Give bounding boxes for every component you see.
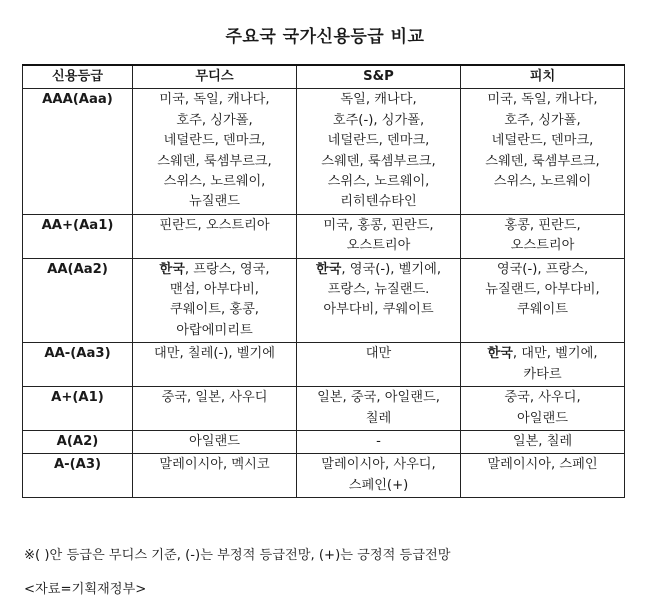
country-line: 한국, 영국(-), 벨기에,	[315, 261, 442, 277]
table-header-row	[23, 65, 625, 89]
country-line: 대만, 칠레(-), 벨기에	[154, 346, 275, 362]
sp-cell	[297, 343, 461, 387]
grade-cell: AA+(Aa1)	[23, 214, 133, 258]
credit-rating-table	[22, 64, 625, 498]
country-line: 아일랜드	[189, 433, 240, 449]
country-line: 말레이시아, 사우디,	[321, 457, 436, 473]
highlight-country: 한국	[487, 346, 513, 362]
country-line: 한국, 대만, 벨기에,	[487, 346, 598, 362]
footnote: ※( )안 등급은 무디스 기준, (-)는 부정적 등급전망, (+)는 긍정적 등급전망	[24, 548, 451, 563]
fitch-cell	[461, 454, 625, 498]
country-line: 일본, 중국, 아일랜드,	[317, 390, 440, 406]
moodys-cell	[133, 430, 297, 453]
country-line: 스페인(+)	[348, 477, 409, 493]
grade-cell: A-(A3)	[23, 454, 133, 498]
table-body	[23, 89, 625, 498]
highlight-country: 한국	[159, 261, 185, 277]
country-line: 스위스, 노르웨이,	[327, 174, 430, 190]
fitch-cell	[461, 343, 625, 387]
country-line: 아랍에미리트	[176, 322, 253, 338]
sp-cell	[297, 214, 461, 258]
country-line: 쿠웨이트, 홍콩,	[169, 302, 259, 318]
country-line: 아일랜드	[517, 410, 568, 426]
country-line: 일본, 칠레	[512, 433, 573, 449]
sp-cell	[297, 258, 461, 343]
country-line: 뉴질랜드	[189, 194, 240, 210]
country-line: 대만	[365, 346, 392, 362]
fitch-cell	[461, 258, 625, 343]
page-title: 주요국 국가신용등급 비교	[225, 27, 425, 47]
country-line: 미국, 홍콩, 핀란드,	[323, 217, 434, 233]
country-line: 프랑스, 뉴질랜드.	[327, 282, 430, 298]
moodys-cell	[133, 387, 297, 431]
country-line: 스위스, 노르웨이	[493, 174, 592, 190]
country-line: 오스트리아	[346, 238, 411, 254]
header-fitch: 피치	[461, 65, 625, 89]
moodys-cell	[133, 258, 297, 343]
country-line: 아부다비, 쿠웨이트	[323, 302, 434, 318]
country-line: 네덜란드, 덴마크,	[163, 133, 266, 149]
table-row	[23, 343, 625, 387]
country-line: 리히텐슈타인	[340, 194, 417, 210]
sp-cell	[297, 387, 461, 431]
country-line: -	[376, 433, 381, 449]
table-row	[23, 89, 625, 214]
sp-cell	[297, 430, 461, 453]
country-line: 중국, 일본, 사우디	[161, 390, 268, 406]
country-line: 미국, 독일, 캐나다,	[159, 92, 270, 108]
country-line: 말레이시아, 멕시코	[159, 457, 270, 473]
country-line: 중국, 사우디,	[504, 390, 581, 406]
table-row	[23, 258, 625, 343]
country-line: 스웨덴, 룩셈부르크,	[157, 153, 272, 169]
country-line: 말레이시아, 스페인	[487, 457, 598, 473]
moodys-cell	[133, 214, 297, 258]
sp-cell	[297, 89, 461, 214]
country-line: 호주, 싱가폴,	[504, 112, 581, 128]
country-line: 오스트리아	[510, 238, 575, 254]
country-line: 독일, 캐나다,	[340, 92, 417, 108]
moodys-cell	[133, 343, 297, 387]
sp-cell	[297, 454, 461, 498]
fitch-cell	[461, 214, 625, 258]
country-line: 카타르	[523, 366, 562, 382]
fitch-cell	[461, 89, 625, 214]
header-grade: 신용등급	[23, 65, 133, 89]
source-note: <자료=기획재정부>	[24, 582, 147, 597]
country-line: 스웨덴, 룩셈부르크,	[321, 153, 436, 169]
country-line: 칠레	[365, 410, 392, 426]
table-row	[23, 454, 625, 498]
country-line: 한국, 프랑스, 영국,	[159, 261, 270, 277]
country-line: 호주(-), 싱가폴,	[332, 112, 425, 128]
table-row	[23, 430, 625, 453]
moodys-cell	[133, 89, 297, 214]
grade-cell: AA-(Aa3)	[23, 343, 133, 387]
grade-cell: AA(Aa2)	[23, 258, 133, 343]
table-row	[23, 387, 625, 431]
country-line: 맨섬, 아부다비,	[169, 282, 259, 298]
country-line: 호주, 싱가폴,	[176, 112, 253, 128]
grade-cell: A(A2)	[23, 430, 133, 453]
country-line: 핀란드, 오스트리아	[159, 217, 270, 233]
grade-cell: AAA(Aaa)	[23, 89, 133, 214]
grade-cell: A+(A1)	[23, 387, 133, 431]
country-line: 네덜란드, 덴마크,	[491, 133, 594, 149]
country-line: 스위스, 노르웨이,	[163, 174, 266, 190]
header-sp: S&P	[297, 65, 461, 89]
country-line: 미국, 독일, 캐나다,	[487, 92, 598, 108]
country-line: 쿠웨이트	[517, 302, 568, 318]
country-line: 홍콩, 핀란드,	[504, 217, 581, 233]
moodys-cell	[133, 454, 297, 498]
table-row	[23, 214, 625, 258]
country-line: 영국(-), 프랑스,	[496, 261, 589, 277]
highlight-country: 한국	[315, 261, 342, 277]
fitch-cell	[461, 430, 625, 453]
header-moodys: 무디스	[133, 65, 297, 89]
fitch-cell	[461, 387, 625, 431]
country-line: 뉴질랜드, 아부다비,	[485, 282, 600, 298]
country-line: 스웨덴, 룩셈부르크,	[485, 153, 600, 169]
country-line: 네덜란드, 덴마크,	[327, 133, 430, 149]
